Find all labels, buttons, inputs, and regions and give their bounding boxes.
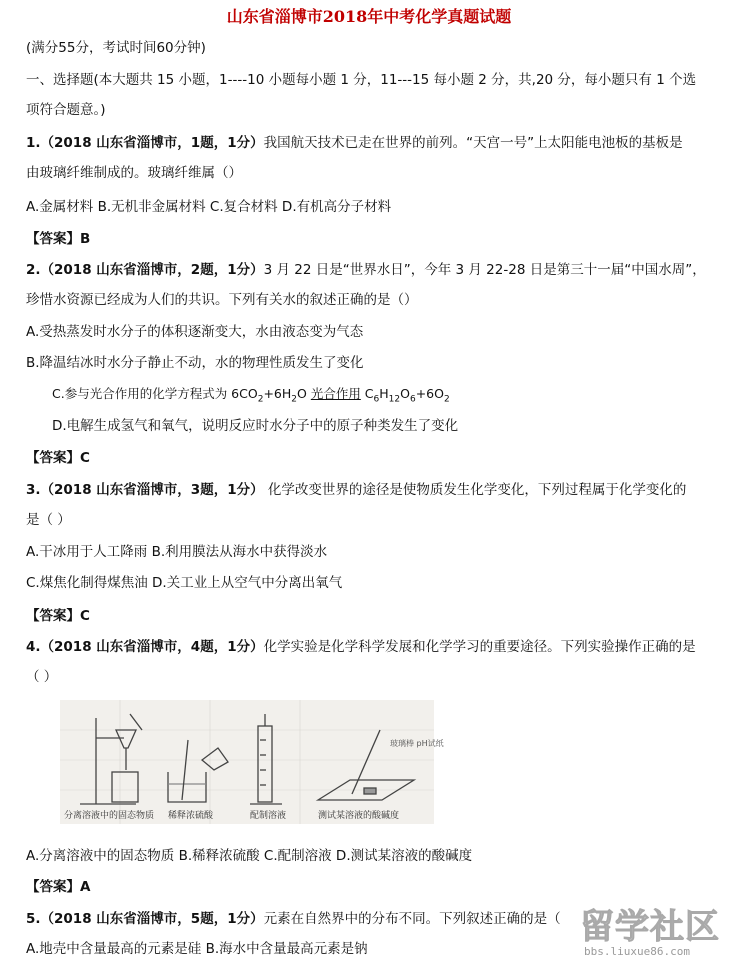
question-3-text: 化学改变世界的途径是使物质发生化学变化，下列过程属于化学变化的 [263,482,687,498]
section-instructions-line2: 项符合题意。) [26,102,106,118]
question-2-source: 2.（2018 山东省淄博市，2题，1分） [26,262,264,278]
caption-a: 分离溶液中的固态物质 [64,811,155,821]
question-3-source: 3.（2018 山东省淄博市，3题，1分） [26,482,264,498]
question-4-line2: （ ） [26,669,58,685]
question-1-line1 [26,133,683,153]
experiment-figure [60,700,444,824]
question-5-source: 5.（2018 山东省淄博市，5题，1分） [26,911,264,927]
question-1-text: 我国航天技术已走在世界的前列。“天宫一号”上太阳能电池板的基板是 [263,135,683,151]
site-watermark [562,897,732,963]
question-1-answer: 【答案】B [26,231,91,247]
question-3-answer: 【答案】C [26,608,90,624]
question-4-line1 [26,637,696,657]
question-4-answer: 【答案】A [26,879,91,895]
caption-d: 测试某溶液的酸碱度 [318,811,400,821]
figure-label-tools: 玻璃棒 pH试纸 [390,739,444,748]
question-2-option-a: A.受热蒸发时水分子的体积逐渐变大，水由液态变为气态 [26,324,364,340]
question-3-line1 [26,480,686,500]
question-2-option-d: D.电解生成氢气和氧气，说明反应时水分子中的原子种类发生了变化 [52,418,459,434]
question-2-option-c: C.参与光合作用的化学方程式为 $6CO_2+6H_2O$ 光合作用 $C_6H_{12}O_6+6O_2$ [52,386,450,405]
question-2-text: 3 月 22 日是“世界水日”，今年 3 月 22-28 日是第三十一届“中国水周”， [263,262,706,278]
caption-b: 稀释浓硫酸 [168,811,214,821]
score-time-note: (满分55分，考试时间60分钟) [26,40,206,56]
caption-c: 配制溶液 [250,811,287,821]
question-5-line1 [26,909,561,929]
watermark-url: bbs.liuxue86.com [584,945,690,958]
page-title: 山东省淄博市2018年中考化学真题试题 [226,7,512,26]
question-1-options: A.金属材料 B.无机非金属材料 C.复合材料 D.有机高分子材料 [26,199,392,215]
question-4-text: 化学实验是化学科学发展和化学学习的重要途径。下列实验操作正确的是 [263,639,696,655]
watermark-logo-text: 留学社区 [580,907,720,947]
question-4-source: 4.（2018 山东省淄博市，4题，1分） [26,639,264,655]
question-2-line2: 珍惜水资源已经成为人们的共识。下列有关水的叙述正确的是（） [26,292,418,308]
question-3-line2: 是（ ） [26,512,71,528]
question-5-text: 元素在自然界中的分布不同。下列叙述正确的是（ [263,911,561,927]
question-2-line1 [26,260,706,280]
question-1-source: 1.（2018 山东省淄博市，1题，1分） [26,135,264,151]
reaction-condition: 光合作用 [310,386,361,401]
question-2-answer: 【答案】C [26,450,90,466]
question-4-options: A.分离溶液中的固态物质 B.稀释浓硫酸 C.配制溶液 D.测试某溶液的酸碱度 [26,848,473,864]
question-3-options-ab: A.干冰用于人工降雨 B.利用膜法从海水中获得淡水 [26,544,328,560]
section-instructions-line1: 一、选择题(本大题共 15 小题，1----10 小题每小题 1 分，11---15 每小题 2 分，共,20 分，每小题只有 1 个选 [26,72,697,88]
question-5-options: A.地壳中含量最高的元素是硅 B.海水中含量最高元素是钠 [26,941,368,957]
question-3-options-cd: C.煤焦化制得煤焦油 D.关工业上从空气中分离出氧气 [26,575,343,591]
question-2-option-b: B.降温结冰时水分子静止不动，水的物理性质发生了变化 [26,355,364,371]
question-1-line2: 由玻璃纤维制成的。玻璃纤维属（） [26,165,242,181]
